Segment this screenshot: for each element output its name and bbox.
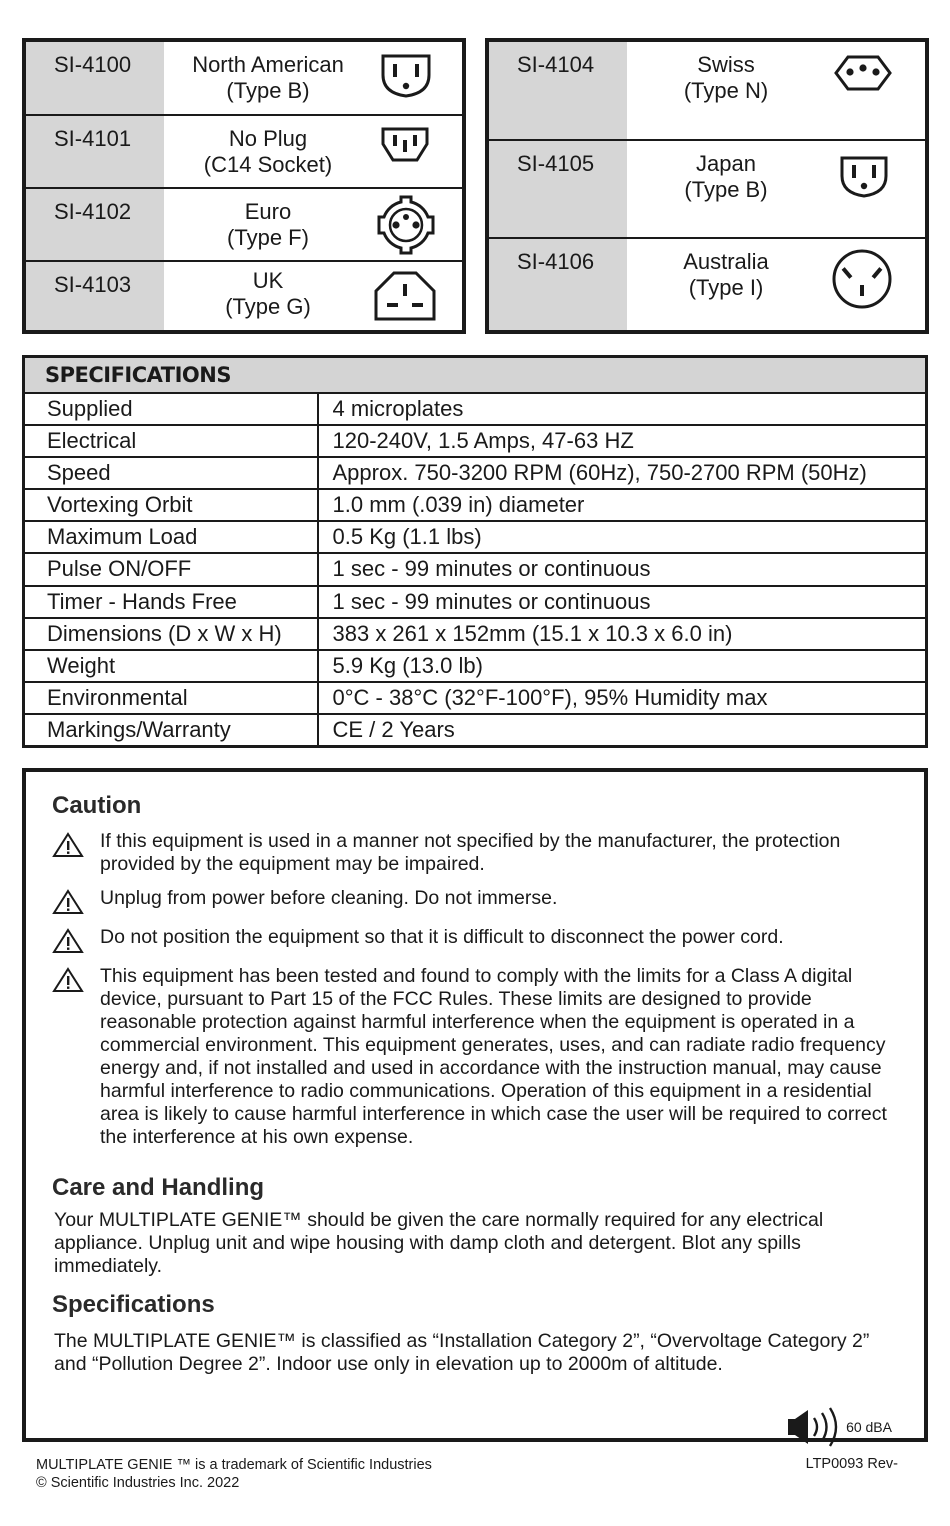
copyright-text: © Scientific Industries Inc. 2022	[36, 1475, 240, 1491]
spec-label: Pulse ON/OFF	[24, 553, 318, 585]
care-heading: Care and Handling	[52, 1174, 265, 1201]
caution-item	[52, 965, 894, 1149]
warning-triangle-icon	[52, 830, 100, 876]
table-row	[24, 714, 927, 746]
spec-value: 120-240V, 1.5 Amps, 47-63 HZ	[318, 425, 927, 457]
plug-name-line1: Australia	[683, 249, 769, 274]
plug-name-line2: (Type G)	[225, 294, 311, 319]
noise-level-label: 60 dBA	[846, 1419, 892, 1435]
plug-type-b-icon	[380, 53, 432, 99]
table-row	[24, 521, 927, 553]
spec-value: 1 sec - 99 minutes or continuous	[318, 553, 927, 585]
safety-info-box	[22, 768, 928, 1442]
plug-name-line1: Euro	[244, 199, 292, 224]
spec-value: CE / 2 Years	[318, 714, 927, 746]
spec-label: Weight	[24, 650, 318, 682]
plug-row	[489, 237, 925, 330]
spec-value: 5.9 Kg (13.0 lb)	[318, 650, 927, 682]
table-row	[24, 682, 927, 714]
plug-type-i-icon	[831, 248, 893, 310]
spec-label: Markings/Warranty	[24, 714, 318, 746]
document-code: LTP0093 Rev-	[805, 1456, 898, 1472]
specifications-table	[22, 355, 928, 748]
speaker-sound-icon	[786, 1406, 844, 1448]
caution-heading: Caution	[52, 792, 142, 819]
plug-type-n-icon	[833, 54, 893, 92]
table-row	[24, 650, 927, 682]
spec-label: Electrical	[24, 425, 318, 457]
plug-row	[26, 114, 462, 187]
plug-table-left	[22, 38, 466, 334]
plug-sku: SI-4103	[26, 262, 164, 330]
table-row	[24, 425, 927, 457]
plug-row	[26, 260, 462, 330]
plug-row	[26, 187, 462, 260]
warning-triangle-icon	[52, 926, 100, 959]
footer-legal	[36, 1456, 432, 1492]
plug-type-g-icon	[372, 269, 438, 323]
spec-label: Timer - Hands Free	[24, 586, 318, 618]
plug-name-line1: Swiss	[697, 52, 755, 77]
spec-label: Environmental	[24, 682, 318, 714]
plug-sku: SI-4106	[489, 239, 627, 330]
plug-sku: SI-4100	[26, 42, 164, 114]
plug-row	[26, 42, 462, 114]
caution-item	[52, 926, 894, 959]
table-row	[24, 457, 927, 489]
caution-text: This equipment has been tested and found to comply with the limits for a Class A digital device, pursuant to Part 15 of the FCC Rules. These limits are designed to provide reasonable protection against harmful interference when the equipment is operated in a commercial environment. This equipment generates, uses, and can radiate radio frequency energy and, if not installed and used in accordance with the instruction manual, may cause harmful interference to radio communications. Operation of this equipment in a residential area is likely to cause harmful interference in which case the user will be required to correct the interference at his own expense.	[100, 965, 887, 1148]
spec-value: 1 sec - 99 minutes or continuous	[318, 586, 927, 618]
c14-socket-icon	[380, 126, 430, 164]
care-text: Your MULTIPLATE GENIE™ should be given the care normally required for any electrical appliance. Unplug unit and wipe housing with damp cloth and detergent. Blot any spills immediately.	[54, 1209, 824, 1277]
spec-value: Approx. 750-3200 RPM (60Hz), 750-2700 RPM (50Hz)	[318, 457, 927, 489]
plug-sku: SI-4105	[489, 141, 627, 237]
plug-name-line1: No Plug	[228, 126, 308, 151]
table-row	[24, 553, 927, 585]
plug-name-line2: (Type F)	[227, 225, 309, 250]
caution-text: Unplug from power before cleaning. Do not immerse.	[100, 887, 558, 909]
plug-sku: SI-4104	[489, 42, 627, 139]
table-row	[24, 489, 927, 521]
trademark-text: MULTIPLATE GENIE ™ is a trademark of Scientific Industries	[36, 1457, 432, 1473]
plug-row	[489, 42, 925, 139]
caution-text: If this equipment is used in a manner not specified by the manufacturer, the protection provided by the equipment may be impaired.	[100, 830, 841, 875]
spec-value: 383 x 261 x 152mm (15.1 x 10.3 x 6.0 in)	[318, 618, 927, 650]
spec-value: 4 microplates	[318, 393, 927, 425]
spec-label: Vortexing Orbit	[24, 489, 318, 521]
plug-name-line1: North American	[192, 52, 344, 77]
caution-text: Do not position the equipment so that it is difficult to disconnect the power cord.	[100, 926, 784, 948]
plug-name-line2: (Type B)	[684, 177, 768, 202]
plug-name-line1: UK	[252, 268, 284, 293]
plug-name-line1: Japan	[696, 151, 756, 176]
specifications-heading: SPECIFICATIONS	[24, 357, 927, 393]
spec-label: Dimensions (D x W x H)	[24, 618, 318, 650]
plug-name-line2: (Type N)	[683, 78, 769, 103]
plug-name-line2: (C14 Socket)	[203, 152, 333, 177]
plug-type-b-icon	[839, 155, 889, 199]
plug-sku: SI-4102	[26, 189, 164, 260]
table-row	[24, 586, 927, 618]
spec-label: Speed	[24, 457, 318, 489]
table-row	[24, 393, 927, 425]
plug-table-right	[485, 38, 929, 334]
caution-item	[52, 887, 894, 920]
warning-triangle-icon	[52, 887, 100, 920]
spec-label: Supplied	[24, 393, 318, 425]
table-row	[24, 618, 927, 650]
plug-row	[489, 139, 925, 237]
specifications-note-text: The MULTIPLATE GENIE™ is classified as “Installation Category 2”, “Overvoltage Category 2” and “Pollution Degree 2”. Indoor use only in elevation up to 2000m of altitude.	[54, 1330, 870, 1375]
plug-type-f-icon	[376, 193, 436, 257]
plug-name-line2: (Type I)	[688, 275, 764, 300]
spec-value: 1.0 mm (.039 in) diameter	[318, 489, 927, 521]
plug-sku: SI-4101	[26, 116, 164, 187]
spec-value: 0.5 Kg (1.1 lbs)	[318, 521, 927, 553]
plug-name-line2: (Type B)	[226, 78, 310, 103]
noise-level	[786, 1406, 892, 1448]
spec-label: Maximum Load	[24, 521, 318, 553]
warning-triangle-icon	[52, 965, 100, 1149]
spec-value: 0°C - 38°C (32°F-100°F), 95% Humidity max	[318, 682, 927, 714]
specifications-note-heading: Specifications	[52, 1291, 215, 1318]
caution-item	[52, 830, 894, 876]
